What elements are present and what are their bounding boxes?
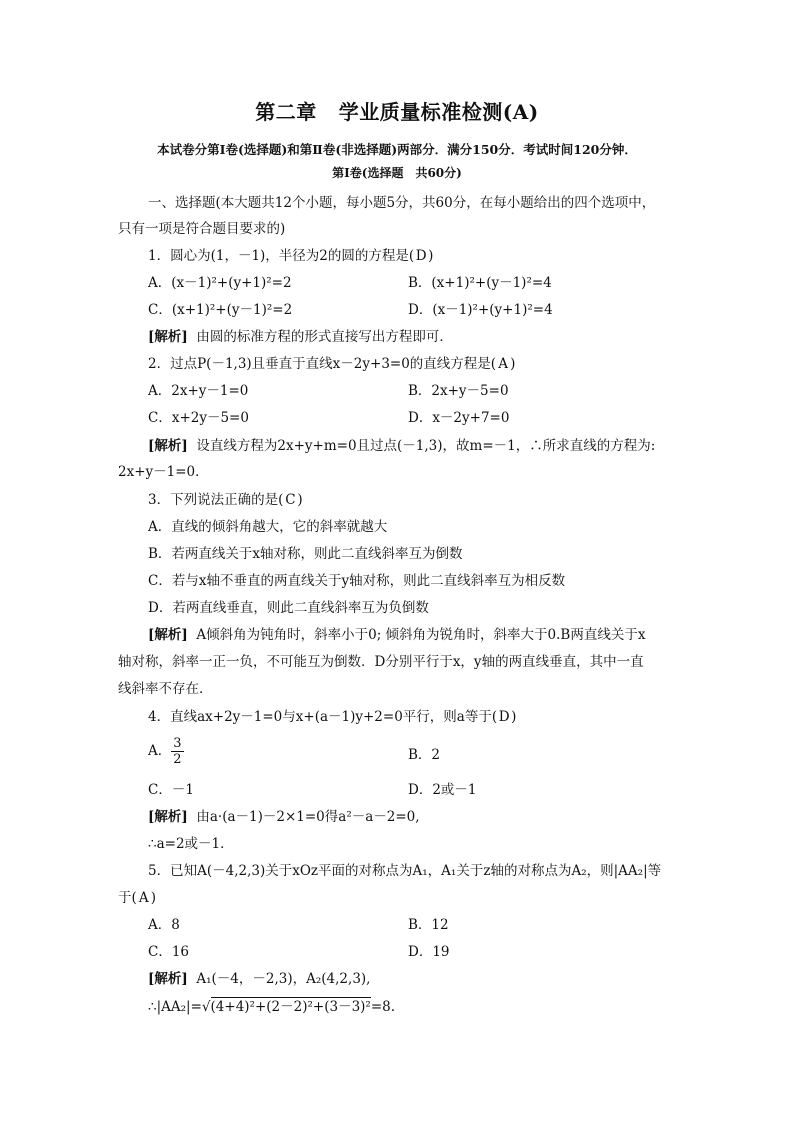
analysis-tag: [解析] [148,971,188,987]
question-3-analysis-line-2: 轴对称，斜率一正一负，不可能互为倒数．D分别平行于x，y轴的两直线垂直，其中一直 [118,654,644,670]
question-1-analysis-text: 由圆的标准方程的形式直接写出方程即可． [196,329,453,345]
question-2-analysis-line-2: 2x+y－1=0． [118,464,209,480]
question-3-text: 3．下列说法正确的是( [148,492,284,508]
analysis-tag: [解析] [148,627,188,643]
question-4-option-a [148,736,184,767]
question-1-close: ) [428,248,434,264]
question-4-option-d: D．2或－1 [408,782,477,798]
analysis-tag: [解析] [148,809,188,825]
question-2-answer: A [498,356,508,372]
question-4-option-b: B．2 [408,747,441,763]
radicand: (4+4)²+(2－2)²+(3－3)² [210,999,371,1015]
question-1-option-b: B．(x+1)²+(y－1)²=4 [408,275,552,291]
square-root [202,997,371,1017]
question-4-text: 4．直线ax+2y－1=0与x+(a－1)y+2=0平行，则a等于( [148,709,498,725]
question-5-option-a: A．8 [148,917,180,933]
question-3-analysis-line-1 [148,625,645,645]
question-2-option-d: D．x－2y+7=0 [408,410,510,426]
question-4-analysis-line-2: ∴a=2或－1． [148,836,234,852]
question-5-stem-line-1: 5．已知A(－4,2,3)关于xOz平面的对称点为A₁，A₁关于z轴的对称点为A₂，则|AA₂|等 [148,863,662,879]
instruction-line-2: 只有一项是符合题目要求的) [118,221,286,237]
question-1-option-c: C．(x+1)²+(y－1)²=2 [148,302,293,318]
chapter-label: 第二章 [255,100,317,124]
question-3-analysis-line-3: 线斜率不存在． [118,681,213,697]
question-3-option-a: A．直线的倾斜角越大，它的斜率就越大 [148,519,388,535]
question-5-option-b: B．12 [408,917,449,933]
question-5-answer: A [138,890,149,906]
question-2-stem [148,354,515,374]
question-3-option-d: D．若两直线垂直，则此二直线斜率互为负倒数 [148,600,429,616]
question-2-text: 2．过点P(－1,3)且垂直于直线x－2y+3=0的直线方程是( [148,356,497,372]
question-2-close: ) [510,356,516,372]
analysis-2-prefix: ∴|AA₂|= [148,999,202,1015]
question-4-answer: D [498,709,510,725]
question-5-analysis-line-2 [148,997,395,1017]
question-1-option-d: D．(x－1)²+(y+1)²=4 [408,302,553,318]
question-5-analysis-text-1: A₁(－4，－2,3)，A₂(4,2,3), [196,971,371,987]
question-5-stem-line-2 [118,888,156,908]
option-a-prefix: A． [148,743,172,759]
question-4-analysis-line-1 [148,807,420,827]
question-1-text: 1．圆心为(1，－1)，半径为2的圆的方程是( [148,248,415,264]
question-2-analysis-line-1 [148,436,655,456]
question-1-answer: D [415,248,427,264]
fraction [171,736,183,767]
question-3-analysis-text-1: A倾斜角为钝角时，斜率小于0; 倾斜角为锐角时，斜率大于0.B两直线关于x [196,627,646,643]
question-5-analysis-line-1 [148,969,370,989]
question-4-option-c: C．－1 [148,782,194,798]
intro-text: 本试卷分第Ⅰ卷(选择题)和第Ⅱ卷(非选择题)两部分．满分150分．考试时间120分钟． [157,142,637,157]
question-3-option-b: B．若两直线关于x轴对称，则此二直线斜率互为倒数 [148,546,463,562]
question-3-stem [148,490,303,510]
question-1-analysis [148,327,453,347]
question-2-option-a: A．2x+y－1=0 [148,383,249,399]
question-1-stem [148,246,433,266]
question-4-close: ) [511,709,517,725]
question-4-stem [148,707,516,727]
question-3-close: ) [297,492,303,508]
question-5-option-d: D．19 [408,944,450,960]
question-3-answer: C [285,492,296,508]
question-2-analysis-text-1: 设直线方程为2x+y+m=0且过点(－1,3)，故m=－1，∴所求直线的方程为: [196,438,656,454]
page-title [0,96,794,125]
test-name: 学业质量标准检测(A) [338,100,539,124]
question-2-option-b: B．2x+y－5=0 [408,383,509,399]
radical-sign: √ [201,999,211,1015]
question-5-close: ) [150,890,157,906]
fraction-denominator: 2 [173,752,182,767]
instruction-line-1: 一、选择题(本大题共12个小题，每小题5分，共60分，在每小题给出的四个选项中， [148,195,656,211]
question-2-option-c: C．x+2y－5=0 [148,410,249,426]
question-3-option-c: C．若与x轴不垂直的两直线关于y轴对称，则此二直线斜率互为相反数 [148,573,566,589]
question-5-text-2: 于( [118,890,137,906]
question-5-option-c: C．16 [148,944,190,960]
question-1-option-a: A．(x－1)²+(y+1)²=2 [148,275,292,291]
question-4-analysis-text-1: 由a·(a－1)－2×1=0得a²－a－2=0, [196,809,420,825]
analysis-tag: [解析] [148,438,188,454]
analysis-2-suffix: =8. [370,999,396,1015]
section-heading: 第Ⅰ卷(选择题 共60分) [332,166,462,180]
fraction-numerator: 3 [173,736,182,751]
analysis-tag: [解析] [148,329,188,345]
